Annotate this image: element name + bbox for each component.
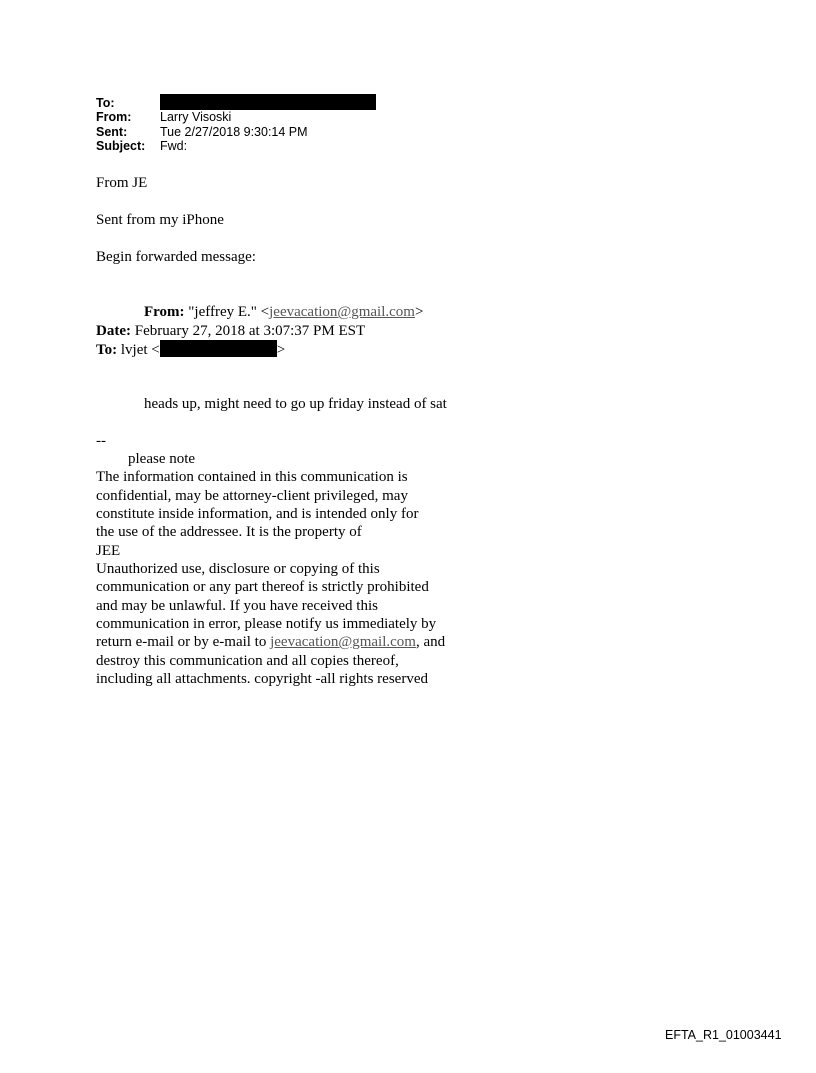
- disclaimer-line: The information contained in this communication is: [96, 469, 408, 485]
- fwd-to-line: [96, 340, 285, 359]
- fwd-from-line: [144, 303, 423, 321]
- disclaimer-line: communication in error, please notify us immediately by: [96, 616, 437, 632]
- fwd-from-email-link[interactable]: jeevacation@gmail.com: [269, 304, 415, 320]
- disclaimer-line: confidential, may be attorney-client privileged, may: [96, 488, 408, 504]
- sent-label: Sent:: [96, 124, 128, 139]
- disclaimer-line: Unauthorized use, disclosure or copying of this: [96, 561, 380, 577]
- disclaimer-line: constitute inside information, and is intended only for: [96, 506, 419, 522]
- signature-please-note: please note: [128, 451, 196, 467]
- from-value: Larry Visoski: [160, 110, 232, 125]
- header-sent-row: [96, 125, 376, 139]
- body-line-sent-from: Sent from my iPhone: [96, 212, 224, 228]
- document-id: EFTA_R1_01003441: [665, 1028, 782, 1042]
- disclaimer-line: including all attachments. copyright -all rights reserved: [96, 671, 428, 687]
- forwarded-message: heads up, might need to go up friday instead of sat: [144, 396, 447, 412]
- redaction-box: [160, 340, 277, 357]
- fwd-to-name: lvjet <: [120, 342, 160, 358]
- header-from-row: [96, 110, 376, 124]
- header-subject-row: [96, 139, 376, 153]
- disclaimer-line-return: [96, 633, 445, 651]
- fwd-to-label: To:: [96, 342, 118, 358]
- header-to-row: [96, 96, 376, 110]
- disclaimer-line: the use of the addressee. It is the property of: [96, 524, 362, 540]
- subject-label: Subject:: [96, 138, 146, 153]
- body-line-begin-forwarded: Begin forwarded message:: [96, 249, 256, 265]
- sent-value: Tue 2/27/2018 9:30:14 PM: [160, 124, 308, 139]
- subject-value: Fwd:: [160, 138, 188, 153]
- disclaimer-line: communication or any part thereof is strictly prohibited: [96, 579, 429, 595]
- return-email-link[interactable]: jeevacation@gmail.com: [270, 634, 416, 650]
- body-line-from-je: From JE: [96, 175, 148, 191]
- fwd-from-label: From:: [144, 304, 185, 320]
- fwd-from-close: >: [414, 304, 424, 320]
- fwd-to-close: >: [276, 342, 286, 358]
- email-header: [96, 96, 376, 153]
- fwd-date-label: Date:: [96, 323, 131, 339]
- return-suffix: , and: [415, 634, 446, 650]
- return-prefix: return e-mail or by e-mail to: [96, 634, 271, 650]
- disclaimer-line: and may be unlawful. If you have received this: [96, 598, 378, 614]
- disclaimer-line: destroy this communication and all copies thereof,: [96, 653, 399, 669]
- signature-dashes: --: [96, 433, 106, 449]
- redaction-box: [160, 94, 376, 110]
- disclaimer-line: JEE: [96, 543, 121, 559]
- fwd-date-line: [96, 322, 365, 340]
- fwd-from-name: "jeffrey E." <: [188, 304, 270, 320]
- to-label: To:: [96, 96, 115, 110]
- from-label: From:: [96, 110, 132, 125]
- fwd-date-value: February 27, 2018 at 3:07:37 PM EST: [134, 323, 366, 339]
